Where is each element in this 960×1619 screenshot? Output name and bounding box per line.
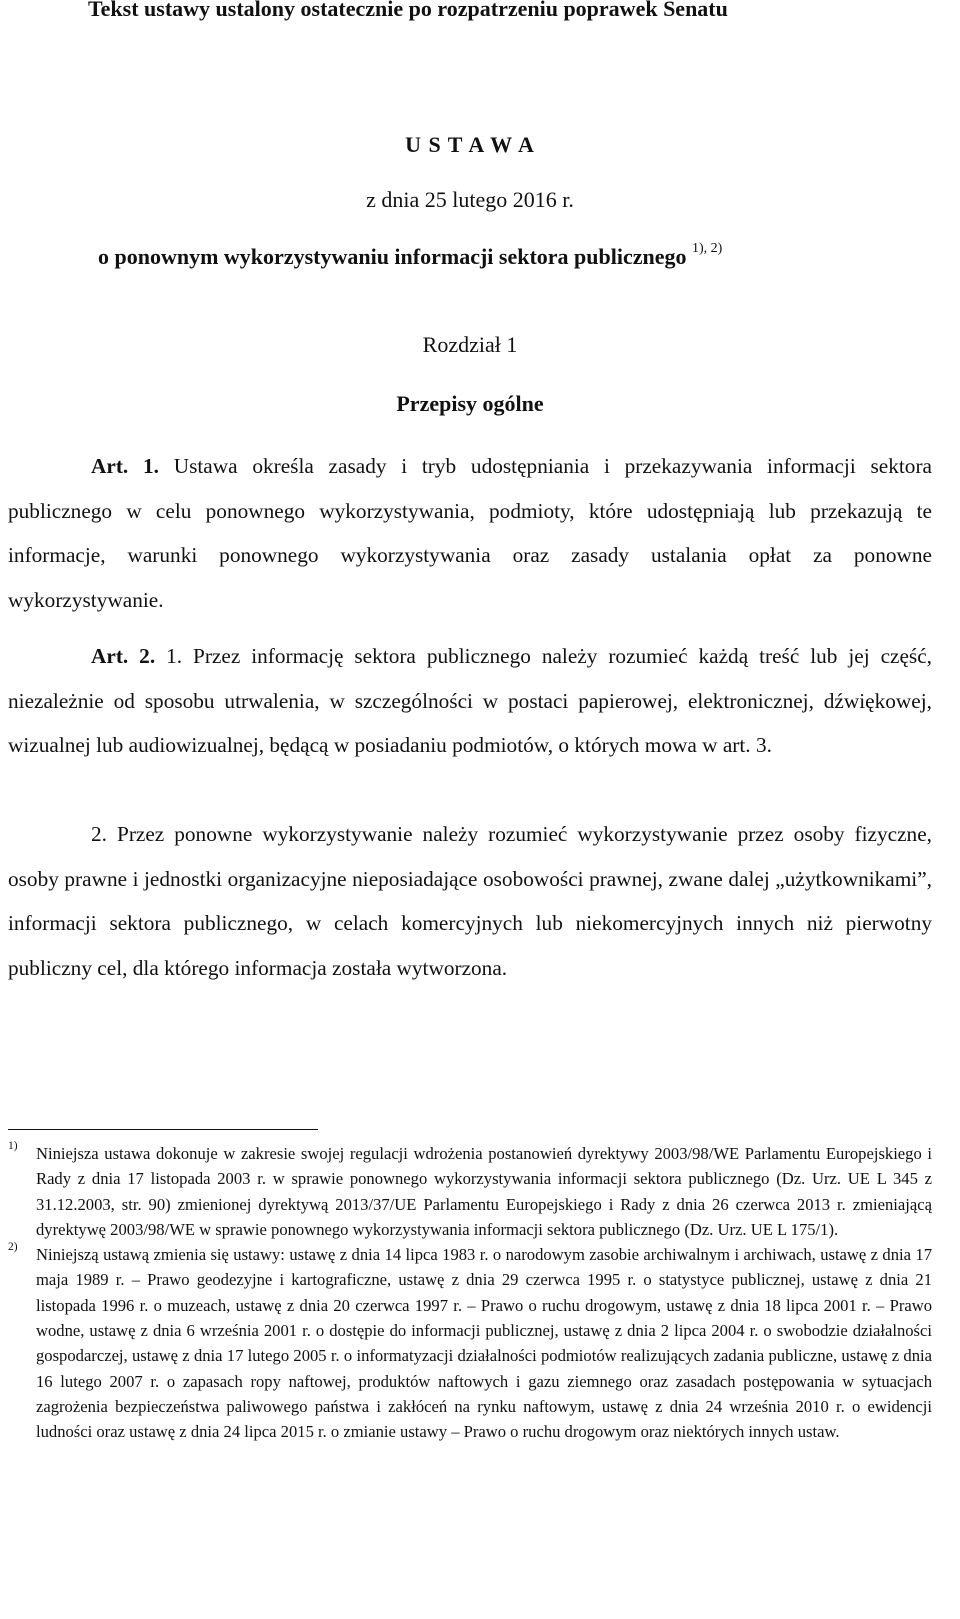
act-type: U S T A W A <box>405 132 535 157</box>
act-title-footnote-refs: 1), 2) <box>692 240 723 256</box>
article-2-paragraph-1 <box>8 634 932 768</box>
article-2 <box>8 634 932 768</box>
article-1 <box>8 444 932 622</box>
act-date: z dnia 25 lutego 2016 r. <box>366 187 574 212</box>
article-2-label: Art. 2. <box>91 644 156 668</box>
footnote-1 <box>8 1141 932 1242</box>
act-title-text: o ponownym wykorzystywaniu informacji sektora publicznego <box>98 244 687 269</box>
footnote-2 <box>8 1242 932 1444</box>
footnote-1-text: Niniejsza ustawa dokonuje w zakresie swojej regulacji wdrożenia postanowień dyrektywy 2003/98/WE Parlamentu Europejskiego i Rady z dnia 17 listopada 2003 r. w sprawie ponownego wykorzystywania informacji sektora publicznego (Dz. Urz. UE L 345 z 31.12.2003, str. 90) zmienionej dyrektywą 2013/37/UE Parlamentu Europejskiego i Rady z dnia 26 czerwca 2013 r. zmieniającą dyrektywę 2003/98/WE w sprawie ponownego wykorzystywania informacji sektora publicznego (Dz. Urz. UE L 175/1). <box>36 1144 932 1239</box>
article-1-label: Art. 1. <box>91 454 159 478</box>
article-2-paragraph-2: 2. Przez ponowne wykorzystywanie należy rozumieć wykorzystywanie przez osoby fizyczne, osoby prawne i jednostki organizacyjne nieposiadające osobowości prawnej, zwane dalej „użytkownikami”, informacji sektora publicznego, w celach komercyjnych lub niekomercyjnych innych niż pierwotny publiczny cel, dla którego informacja została wytworzona. <box>8 822 932 980</box>
article-1-paragraph <box>8 444 932 622</box>
chapter-number: Rozdział 1 <box>422 332 518 357</box>
footnote-2-text: Niniejszą ustawą zmienia się ustawy: ustawę z dnia 14 lipca 1983 r. o narodowym zasobie archiwalnym i archiwach, ustawę z dnia 17 maja 1989 r. – Prawo geodezyjne i kartograficzne, ustawę z dnia 29 czerwca 1995 r. o statystyce publicznej, ustawę z dnia 21 listopada 1996 r. o muzeach, ustawę z dnia 20 czerwca 1997 r. – Prawo o ruchu drogowym, ustawę z dnia 18 lipca 2001 r. – Prawo wodne, ustawę z dnia 6 września 2001 r. o dostępie do informacji publicznej, ustawę z dnia 2 lipca 2004 r. o swobodzie działalności gospodarczej, ustawę z dnia 17 lutego 2005 r. o informatyzacji działalności podmiotów realizujących zadania publiczne, ustawę z dnia 16 lutego 2007 r. o zapasach ropy naftowej, produktów naftowych i gazu ziemnego oraz zasadach postępowania w sytuacjach zagrożenia bezpieczeństwa paliwowego państwa i zakłóceń na rynku naftowym, ustawę z dnia 24 września 2010 r. o ewidencji ludności oraz ustawę z dnia 24 lipca 2015 r. o zmianie ustawy – Prawo o ruchu drogowym oraz niektórych innych ustaw. <box>36 1245 932 1442</box>
article-1-text: Ustawa określa zasady i tryb udostępniania i przekazywania informacji sektora publicznego w celu ponownego wykorzystywania, podmioty, które udostępniają lub przekazują te informacje, warunki ponownego wykorzystywania oraz zasady ustalania opłat za ponowne wykorzystywanie. <box>8 454 932 612</box>
article-2-paragraph-2-block <box>8 812 932 990</box>
footnote-separator <box>8 1129 318 1130</box>
act-title <box>98 240 723 270</box>
article-2-paragraph-1-text: 1. Przez informację sektora publicznego należy rozumieć każdą treść lub jej część, niezależnie od sposobu utrwalenia, w szczególności w postaci papierowej, elektronicznej, dźwiękowej, wizualnej lub audiowizualnej, będącą w posiadaniu podmiotów, o których mowa w art. 3. <box>8 644 932 757</box>
header-note: Tekst ustawy ustalony ostatecznie po rozpatrzeniu poprawek Senatu <box>88 0 728 21</box>
footnotes <box>8 1141 932 1445</box>
chapter-title: Przepisy ogólne <box>396 391 544 416</box>
footnote-1-mark: 1) <box>8 1140 18 1152</box>
footnote-2-mark: 2) <box>8 1241 18 1254</box>
